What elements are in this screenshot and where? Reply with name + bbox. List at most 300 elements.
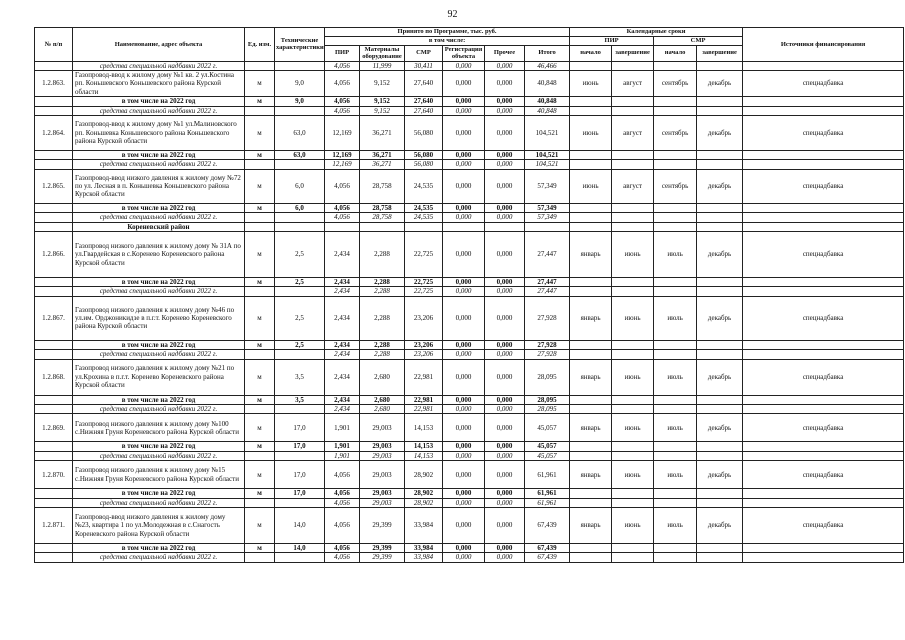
object-total: 57,349 (525, 169, 570, 203)
cell-empty (743, 222, 904, 231)
cell-empty (35, 106, 73, 115)
cell-empty (443, 222, 485, 231)
cell-empty (654, 61, 697, 70)
funding-reg: 0,000 (443, 160, 485, 169)
funding-mat: 29,003 (360, 498, 405, 507)
subtotal-tech: 2,5 (275, 277, 325, 286)
subtotal-other: 0,000 (485, 150, 525, 159)
cell-empty (654, 442, 697, 451)
object-smr-end: декабрь (697, 169, 743, 203)
funding-other: 0,000 (485, 553, 525, 562)
cell-empty (325, 222, 360, 231)
subtotal-smr: 22,725 (405, 277, 443, 286)
subtotal-total: 45,057 (525, 442, 570, 451)
cell-empty (275, 160, 325, 169)
cell-empty (654, 489, 697, 498)
cell-empty (654, 160, 697, 169)
subtotal-other: 0,000 (485, 277, 525, 286)
object-pir: 4,056 (325, 508, 360, 544)
cell-empty (654, 277, 697, 286)
subtotal-unit: м (245, 150, 275, 159)
cell-empty (743, 340, 904, 349)
cell-empty (612, 442, 654, 451)
cell-empty (612, 350, 654, 359)
cell-empty (612, 150, 654, 159)
funding-label: средства специальной надбавки 2022 г. (73, 213, 245, 222)
subtotal-pir: 1,901 (325, 442, 360, 451)
object-source: спецнадбавка (743, 70, 904, 96)
cell-empty (697, 350, 743, 359)
object-source: спецнадбавка (743, 296, 904, 340)
cell-empty (35, 442, 73, 451)
object-registration: 0,000 (443, 70, 485, 96)
cell-empty (35, 277, 73, 286)
subtotal-reg: 0,000 (443, 97, 485, 106)
cell-empty (35, 451, 73, 460)
cell-empty (245, 287, 275, 296)
funding-label: средства специальной надбавки 2022 г. (73, 553, 245, 562)
object-smr-start: июль (654, 461, 697, 489)
funding-mat: 36,271 (360, 160, 405, 169)
cell-empty (275, 405, 325, 414)
object-pir-end: июнь (612, 296, 654, 340)
subtotal-mat: 29,003 (360, 489, 405, 498)
object-name: Газопровод-ввод низкого давления к жилому дому №23, квартира 1 по ул.Молодежная в с.Снагость Кореневского района Курской области (73, 508, 245, 544)
subtotal-total: 28,095 (525, 395, 570, 404)
cell-empty (612, 405, 654, 414)
object-materials: 2,288 (360, 231, 405, 277)
header-in-total: в том числе: (325, 37, 570, 46)
cell-empty (245, 106, 275, 115)
funding-pir: 12,169 (325, 160, 360, 169)
object-pir-end: август (612, 169, 654, 203)
object-unit: м (245, 461, 275, 489)
object-number: 1.2.868. (35, 359, 73, 395)
funding-pir: 4,056 (325, 106, 360, 115)
funding-reg: 0,000 (443, 61, 485, 70)
subtotal-mat: 29,003 (360, 442, 405, 451)
funding-mat: 2,288 (360, 287, 405, 296)
header-tech: Технические характеристики (275, 28, 325, 62)
subtotal-label: в том числе на 2022 год (73, 489, 245, 498)
subtotal-mat: 2,288 (360, 340, 405, 349)
cell-empty (245, 498, 275, 507)
subtotal-pir: 12,169 (325, 150, 360, 159)
object-tech: 14,0 (275, 508, 325, 544)
object-tech: 6,0 (275, 169, 325, 203)
cell-empty (654, 395, 697, 404)
object-number: 1.2.870. (35, 461, 73, 489)
object-smr: 27,640 (405, 70, 443, 96)
subtotal-total: 27,447 (525, 277, 570, 286)
header-dates-pir: ПИР (570, 37, 654, 46)
object-tech: 9,0 (275, 70, 325, 96)
cell-empty (275, 213, 325, 222)
table-body (35, 61, 904, 562)
funding-other: 0,000 (485, 350, 525, 359)
cell-empty (275, 287, 325, 296)
header-smr-end: завершение (697, 45, 743, 61)
object-other: 0,000 (485, 169, 525, 203)
object-number: 1.2.863. (35, 70, 73, 96)
object-pir-start: январь (570, 461, 612, 489)
funding-total: 40,848 (525, 106, 570, 115)
header-unit: Ед. изм. (245, 28, 275, 62)
object-smr: 24,535 (405, 169, 443, 203)
object-tech: 17,0 (275, 414, 325, 442)
object-smr-start: сентябрь (654, 115, 697, 150)
cell-empty (275, 222, 325, 231)
header-program: Принято по Программе, тыс. руб. (325, 28, 570, 37)
object-name: Газопровод низкого давления к жилому дому №100 с.Нижняя Груня Кореневского района Курской области (73, 414, 245, 442)
object-smr: 22,725 (405, 231, 443, 277)
cell-empty (743, 395, 904, 404)
object-smr-end: декабрь (697, 296, 743, 340)
funding-mat: 2,288 (360, 350, 405, 359)
subtotal-unit: м (245, 544, 275, 553)
object-registration: 0,000 (443, 169, 485, 203)
subtotal-reg: 0,000 (443, 395, 485, 404)
cell-empty (743, 61, 904, 70)
subtotal-total: 57,349 (525, 203, 570, 212)
cell-empty (654, 405, 697, 414)
subtotal-label: в том числе на 2022 год (73, 97, 245, 106)
cell-empty (35, 405, 73, 414)
funding-pir: 2,434 (325, 405, 360, 414)
object-total: 61,961 (525, 461, 570, 489)
cell-empty (612, 97, 654, 106)
funding-other: 0,000 (485, 451, 525, 460)
cell-empty (275, 61, 325, 70)
object-pir-start: январь (570, 296, 612, 340)
object-registration: 0,000 (443, 461, 485, 489)
cell-empty (743, 203, 904, 212)
funding-row (35, 498, 904, 507)
subtotal-other: 0,000 (485, 340, 525, 349)
object-smr: 22,981 (405, 359, 443, 395)
object-pir-end: июнь (612, 359, 654, 395)
header-dates-smr: СМР (654, 37, 743, 46)
funding-mat: 2,680 (360, 405, 405, 414)
object-number: 1.2.867. (35, 296, 73, 340)
funding-total: 57,349 (525, 213, 570, 222)
subtotal-tech: 17,0 (275, 442, 325, 451)
object-smr: 14,153 (405, 414, 443, 442)
subtotal-other: 0,000 (485, 489, 525, 498)
cell-empty (697, 553, 743, 562)
object-unit: м (245, 70, 275, 96)
cell-empty (743, 489, 904, 498)
object-pir-end: август (612, 115, 654, 150)
subtotal-pir: 4,056 (325, 203, 360, 212)
object-name: Газопровод-ввод низкого давления к жилому дому №72 по ул. Лесная в п. Коньшевка Коньшевского района Курской области (73, 169, 245, 203)
object-pir-end: июнь (612, 231, 654, 277)
cell-empty (697, 106, 743, 115)
object-number: 1.2.866. (35, 231, 73, 277)
subtotal-smr: 56,080 (405, 150, 443, 159)
object-materials: 29,003 (360, 414, 405, 442)
subtotal-reg: 0,000 (443, 544, 485, 553)
subtotal-smr: 24,535 (405, 203, 443, 212)
object-name: Газопровод низкого давления к жилому дому №46 по ул.им. Орджоникидзе в п.г.т. Коренево Кореневского района Курской области (73, 296, 245, 340)
subtotal-reg: 0,000 (443, 489, 485, 498)
object-registration: 0,000 (443, 296, 485, 340)
cell-empty (612, 160, 654, 169)
funding-row (35, 553, 904, 562)
funding-row (35, 287, 904, 296)
object-other: 0,000 (485, 461, 525, 489)
object-number: 1.2.869. (35, 414, 73, 442)
cell-empty (697, 277, 743, 286)
funding-total: 67,439 (525, 553, 570, 562)
cell-empty (245, 160, 275, 169)
cell-empty (743, 442, 904, 451)
object-smr-end: декабрь (697, 461, 743, 489)
funding-reg: 0,000 (443, 553, 485, 562)
subtotal-row (35, 442, 904, 451)
cell-empty (697, 489, 743, 498)
cell-empty (743, 405, 904, 414)
object-unit: м (245, 296, 275, 340)
funding-reg: 0,000 (443, 498, 485, 507)
object-other: 0,000 (485, 508, 525, 544)
cell-empty (654, 350, 697, 359)
object-smr-end: декабрь (697, 115, 743, 150)
cell-empty (654, 97, 697, 106)
subtotal-tech: 6,0 (275, 203, 325, 212)
object-row (35, 461, 904, 489)
cell-empty (570, 405, 612, 414)
object-smr-start: июль (654, 231, 697, 277)
cell-empty (570, 350, 612, 359)
funding-pir: 4,056 (325, 61, 360, 70)
object-total: 45,057 (525, 414, 570, 442)
funding-mat: 29,399 (360, 553, 405, 562)
object-tech: 63,0 (275, 115, 325, 150)
subtotal-row (35, 97, 904, 106)
object-pir-start: январь (570, 359, 612, 395)
object-materials: 29,399 (360, 508, 405, 544)
object-name: Газопровод-ввод к жилому дому №1 кв. 2 ул.Костина рп. Коньшевского Коньшевского района Курской области (73, 70, 245, 96)
subtotal-mat: 28,758 (360, 203, 405, 212)
object-registration: 0,000 (443, 115, 485, 150)
subtotal-label: в том числе на 2022 год (73, 395, 245, 404)
object-smr: 33,984 (405, 508, 443, 544)
cell-empty (743, 451, 904, 460)
funding-total: 61,961 (525, 498, 570, 507)
subtotal-tech: 3,5 (275, 395, 325, 404)
subtotal-smr: 23,206 (405, 340, 443, 349)
subtotal-other: 0,000 (485, 97, 525, 106)
object-pir: 4,056 (325, 169, 360, 203)
subtotal-total: 40,848 (525, 97, 570, 106)
funding-row (35, 61, 904, 70)
object-tech: 3,5 (275, 359, 325, 395)
program-table (34, 27, 904, 563)
subtotal-mat: 2,288 (360, 277, 405, 286)
page-number: 92 (447, 9, 458, 20)
cell-empty (697, 287, 743, 296)
funding-label: средства специальной надбавки 2022 г. (73, 498, 245, 507)
subtotal-row (35, 544, 904, 553)
object-materials: 9,152 (360, 70, 405, 96)
funding-other: 0,000 (485, 160, 525, 169)
object-pir-end: август (612, 70, 654, 96)
funding-mat: 9,152 (360, 106, 405, 115)
object-unit: м (245, 169, 275, 203)
object-smr-start: июль (654, 414, 697, 442)
cell-empty (697, 442, 743, 451)
object-source: спецнадбавка (743, 359, 904, 395)
cell-empty (35, 489, 73, 498)
subtotal-total: 61,961 (525, 489, 570, 498)
cell-empty (697, 61, 743, 70)
object-pir: 2,434 (325, 296, 360, 340)
cell-empty (570, 451, 612, 460)
cell-empty (743, 544, 904, 553)
cell-empty (697, 498, 743, 507)
cell-empty (743, 553, 904, 562)
object-smr-end: декабрь (697, 508, 743, 544)
funding-total: 27,928 (525, 350, 570, 359)
cell-empty (35, 222, 73, 231)
cell-empty (743, 106, 904, 115)
cell-empty (612, 451, 654, 460)
object-pir-start: июнь (570, 115, 612, 150)
object-tech: 2,5 (275, 231, 325, 277)
cell-empty (570, 277, 612, 286)
cell-empty (654, 203, 697, 212)
subtotal-mat: 9,152 (360, 97, 405, 106)
object-other: 0,000 (485, 359, 525, 395)
cell-empty (654, 287, 697, 296)
subtotal-unit: м (245, 442, 275, 451)
object-pir: 12,169 (325, 115, 360, 150)
object-pir-start: январь (570, 414, 612, 442)
object-smr: 56,080 (405, 115, 443, 150)
subtotal-row (35, 203, 904, 212)
object-row (35, 115, 904, 150)
funding-label: средства специальной надбавки 2022 г. (73, 61, 245, 70)
object-pir-end: июнь (612, 508, 654, 544)
subtotal-smr: 22,981 (405, 395, 443, 404)
object-tech: 2,5 (275, 296, 325, 340)
funding-label: средства специальной надбавки 2022 г. (73, 106, 245, 115)
cell-empty (570, 553, 612, 562)
funding-pir: 4,056 (325, 213, 360, 222)
object-registration: 0,000 (443, 508, 485, 544)
subtotal-row (35, 395, 904, 404)
object-smr-start: сентябрь (654, 169, 697, 203)
funding-pir: 4,056 (325, 553, 360, 562)
header-other: Прочее (485, 45, 525, 61)
cell-empty (612, 61, 654, 70)
funding-mat: 28,758 (360, 213, 405, 222)
cell-empty (35, 150, 73, 159)
object-name: Газопровод низкого давления к жилому дому №21 по ул.Крохина в п.г.т. Коренево Кореневского района Курской области (73, 359, 245, 395)
cell-empty (570, 97, 612, 106)
cell-empty (612, 340, 654, 349)
subtotal-pir: 4,056 (325, 97, 360, 106)
subtotal-tech: 2,5 (275, 340, 325, 349)
object-pir: 2,434 (325, 359, 360, 395)
object-source: спецнадбавка (743, 461, 904, 489)
subtotal-reg: 0,000 (443, 442, 485, 451)
cell-empty (743, 498, 904, 507)
funding-label: средства специальной надбавки 2022 г. (73, 451, 245, 460)
header-materials: Материалы оборудование (360, 45, 405, 61)
cell-empty (35, 498, 73, 507)
district-name: Кореневский район (73, 222, 245, 231)
funding-total: 104,521 (525, 160, 570, 169)
subtotal-reg: 0,000 (443, 277, 485, 286)
object-materials: 2,288 (360, 296, 405, 340)
subtotal-pir: 2,434 (325, 340, 360, 349)
subtotal-smr: 28,902 (405, 489, 443, 498)
object-unit: м (245, 414, 275, 442)
cell-empty (743, 150, 904, 159)
object-unit: м (245, 508, 275, 544)
object-registration: 0,000 (443, 231, 485, 277)
funding-reg: 0,000 (443, 287, 485, 296)
subtotal-mat: 29,399 (360, 544, 405, 553)
cell-empty (697, 544, 743, 553)
cell-empty (697, 97, 743, 106)
funding-other: 0,000 (485, 213, 525, 222)
funding-smr: 14,153 (405, 451, 443, 460)
cell-empty (654, 451, 697, 460)
object-name: Газопровод-ввод к жилому дому №1 ул.Малиновского рп. Коньшевка Коньшевского района Коньшевского района Курской области (73, 115, 245, 150)
cell-empty (654, 544, 697, 553)
cell-empty (612, 544, 654, 553)
cell-empty (743, 97, 904, 106)
cell-empty (654, 340, 697, 349)
cell-empty (570, 498, 612, 507)
funding-total: 46,466 (525, 61, 570, 70)
subtotal-total: 27,928 (525, 340, 570, 349)
object-source: спецнадбавка (743, 231, 904, 277)
subtotal-pir: 4,056 (325, 544, 360, 553)
object-smr-start: июль (654, 296, 697, 340)
subtotal-row (35, 340, 904, 349)
header-pir-end: завершение (612, 45, 654, 61)
funding-pir: 4,056 (325, 498, 360, 507)
object-pir: 4,056 (325, 70, 360, 96)
subtotal-mat: 36,271 (360, 150, 405, 159)
subtotal-smr: 14,153 (405, 442, 443, 451)
subtotal-smr: 33,984 (405, 544, 443, 553)
funding-smr: 56,080 (405, 160, 443, 169)
object-number: 1.2.865. (35, 169, 73, 203)
subtotal-other: 0,000 (485, 203, 525, 212)
header-name: Наименование, адрес объекта (73, 28, 245, 62)
cell-empty (612, 498, 654, 507)
object-source: спецнадбавка (743, 115, 904, 150)
cell-empty (743, 350, 904, 359)
subtotal-row (35, 277, 904, 286)
cell-empty (245, 553, 275, 562)
cell-empty (654, 498, 697, 507)
object-smr-start: июль (654, 359, 697, 395)
object-row (35, 70, 904, 96)
object-pir-end: июнь (612, 414, 654, 442)
object-source: спецнадбавка (743, 414, 904, 442)
object-name: Газопровод низкого давления к жилому дому №15 с.Нижняя Груня Кореневского района Курской области (73, 461, 245, 489)
object-unit: м (245, 359, 275, 395)
header-total: Итого (525, 45, 570, 61)
subtotal-other: 0,000 (485, 442, 525, 451)
funding-reg: 0,000 (443, 106, 485, 115)
